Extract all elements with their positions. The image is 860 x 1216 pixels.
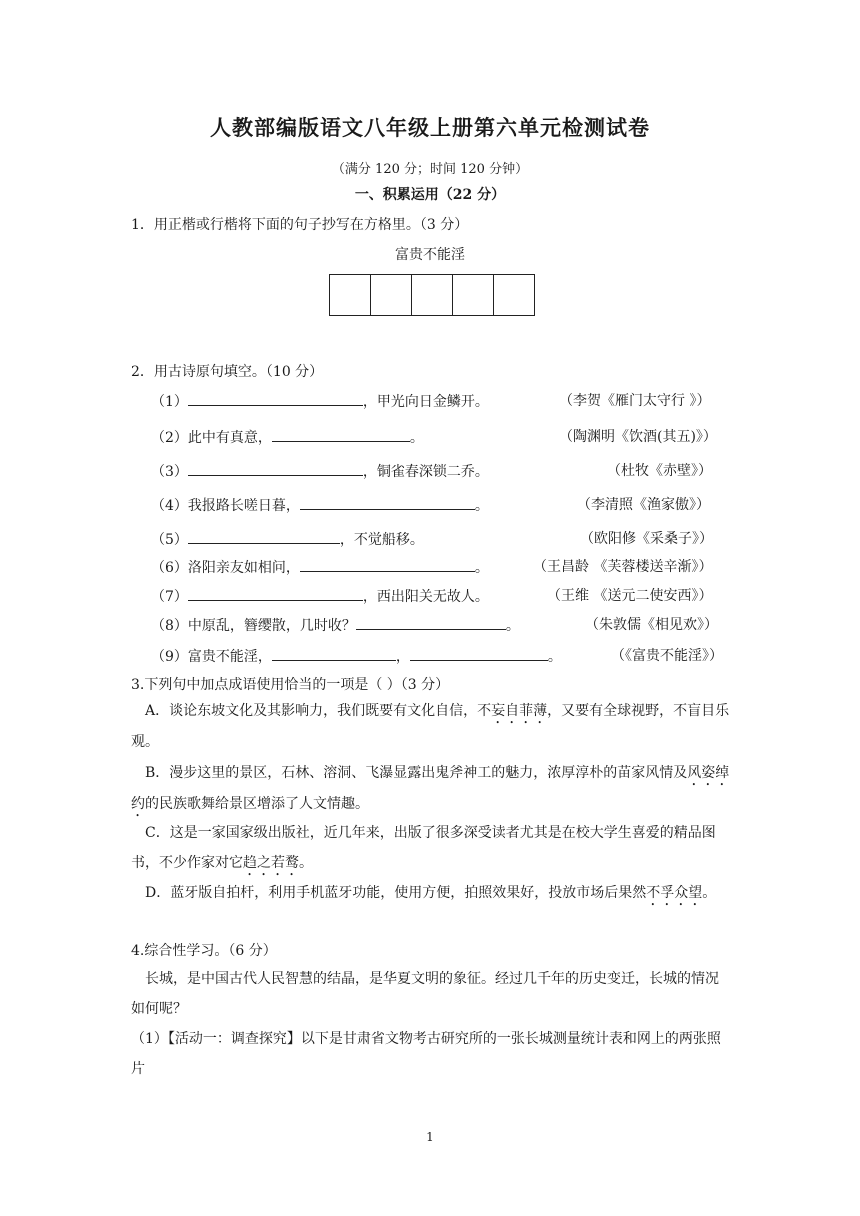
copy-sentence: 富贵不能淫 bbox=[395, 247, 465, 263]
answer-blank[interactable] bbox=[410, 645, 548, 661]
answer-blank[interactable] bbox=[188, 460, 363, 476]
answer-blank[interactable] bbox=[300, 556, 475, 572]
answer-blank[interactable] bbox=[272, 645, 396, 661]
option-text: 。 bbox=[299, 855, 313, 871]
line-text: 。 bbox=[505, 618, 520, 634]
question-1-prompt: 1．用正楷或行楷将下面的句子抄写在方格里。（3 分） bbox=[131, 217, 469, 233]
line-text: 此中有真意， bbox=[187, 430, 272, 446]
line-text: ，甲光向日金鳞开。 bbox=[362, 394, 489, 410]
line-text: 洛阳亲友如相问， bbox=[187, 560, 300, 576]
grid-cell[interactable] bbox=[494, 275, 534, 315]
option-text: D．蓝牙版自拍杆，利用手机蓝牙功能，使用方便，拍照效果好，投放市场后果然 bbox=[145, 885, 647, 901]
dotted-idiom: 妄自菲薄 bbox=[491, 703, 548, 719]
option-a[interactable] bbox=[131, 696, 731, 757]
option-text: C．这是一家国家级出版社，近几年来，出版了很多深受读者尤其是在校大学生喜爱的精品图书，不少作家对它 bbox=[131, 825, 716, 871]
writing-grid bbox=[329, 274, 535, 316]
answer-blank[interactable] bbox=[300, 494, 475, 510]
option-text: ，又要有全球视野，不盲目乐观。 bbox=[131, 703, 730, 750]
answer-blank[interactable] bbox=[356, 614, 506, 630]
poem-line-2 bbox=[151, 426, 730, 446]
poem-line-5 bbox=[151, 528, 730, 548]
dotted-idiom: 不孚众望 bbox=[646, 885, 703, 901]
line-number: （8） bbox=[151, 618, 188, 634]
activity-1: （1）【活动一：调查探究】以下是甘肃省文物考古研究所的一张长城测量统计表和网上的两张照片 bbox=[131, 1031, 721, 1077]
poem-line-8 bbox=[151, 614, 730, 634]
question-2-prompt: 2．用古诗原句填空。（10 分） bbox=[131, 364, 324, 380]
option-b[interactable] bbox=[131, 758, 731, 820]
question-4-intro: 长城，是中国古代人民智慧的结晶，是华夏文明的象征。经过几千年的历史变迁，长城的情况如何呢？ bbox=[131, 971, 719, 1017]
grid-cell[interactable] bbox=[330, 275, 371, 315]
poem-source: （王昌龄 《芙蓉楼送辛渐》） bbox=[533, 559, 713, 575]
poem-line-1 bbox=[151, 390, 730, 410]
question-4-prompt: 4.综合性学习。（6 分） bbox=[131, 943, 277, 959]
option-text: 的民族歌舞给景区增添了人文情趣。 bbox=[145, 796, 369, 812]
line-text: ， bbox=[395, 649, 410, 665]
poem-line-6 bbox=[151, 556, 730, 576]
option-text: B．漫步这里的景区，石林、溶洞、飞瀑显露出鬼斧神工的魅力，浓厚淳朴的苗家风情及 bbox=[145, 765, 688, 781]
line-text: 。 bbox=[547, 649, 562, 665]
poem-line-9 bbox=[151, 645, 730, 665]
poem-line-7 bbox=[151, 585, 730, 605]
line-text: ，不觉船移。 bbox=[339, 532, 424, 548]
poem-source: （李贺《雁门太守行 》） bbox=[559, 393, 711, 409]
answer-blank[interactable] bbox=[188, 390, 363, 406]
option-c[interactable] bbox=[131, 818, 731, 879]
line-text: 。 bbox=[474, 560, 489, 576]
line-number: （2） bbox=[151, 430, 188, 446]
line-text: 我报路长嗟日暮， bbox=[187, 498, 300, 514]
poem-source: （杜牧《赤壁》） bbox=[607, 463, 712, 479]
line-text: 。 bbox=[474, 498, 489, 514]
poem-source: （《富贵不能淫》） bbox=[611, 648, 723, 664]
poem-source: （李清照《渔家傲》） bbox=[577, 497, 710, 513]
line-number: （6） bbox=[151, 560, 188, 576]
poem-source: （王维 《送元二使安西》） bbox=[547, 588, 713, 604]
page-title: 人教部编版语文八年级上册第六单元检测试卷 bbox=[210, 115, 650, 140]
answer-blank[interactable] bbox=[188, 528, 340, 544]
line-text: 中原乱，簪缨散，几时收？ bbox=[187, 618, 356, 634]
exam-info: （满分 120 分；时间 120 分钟） bbox=[331, 162, 529, 177]
grid-cell[interactable] bbox=[412, 275, 453, 315]
poem-source: （陶渊明《饮酒(其五)》） bbox=[559, 429, 717, 445]
line-number: （3） bbox=[151, 464, 188, 480]
poem-source: （欧阳修《采桑子》） bbox=[580, 531, 713, 547]
line-text: 。 bbox=[409, 430, 424, 446]
section-heading: 一、积累运用（22 分） bbox=[354, 187, 506, 203]
line-number: （1） bbox=[151, 394, 188, 410]
line-text: 富贵不能淫， bbox=[187, 649, 272, 665]
poem-line-3 bbox=[151, 460, 730, 480]
answer-blank[interactable] bbox=[272, 426, 410, 442]
poem-source: （朱敦儒《相见欢》） bbox=[585, 617, 718, 633]
poem-line-4 bbox=[151, 494, 730, 514]
line-number: （5） bbox=[151, 532, 188, 548]
line-text: ，西出阳关无故人。 bbox=[362, 589, 489, 605]
line-number: （4） bbox=[151, 498, 188, 514]
option-d[interactable] bbox=[131, 878, 731, 909]
line-number: （9） bbox=[151, 649, 188, 665]
line-text: ，铜雀春深锁二乔。 bbox=[362, 464, 489, 480]
grid-cell[interactable] bbox=[371, 275, 412, 315]
answer-blank[interactable] bbox=[188, 585, 363, 601]
option-text: A．谈论东坡文化及其影响力，我们既要有文化自信，不 bbox=[145, 703, 492, 719]
line-number: （7） bbox=[151, 589, 188, 605]
page-number: 1 bbox=[426, 1130, 434, 1144]
question-3-prompt: 3.下列句中加点成语使用恰当的一项是（ ）（3 分） bbox=[131, 677, 450, 693]
dotted-idiom: 风姿绰约 bbox=[131, 765, 730, 812]
grid-cell[interactable] bbox=[453, 275, 494, 315]
option-text: 。 bbox=[702, 885, 717, 901]
dotted-idiom: 趋之若鹜 bbox=[243, 855, 299, 871]
